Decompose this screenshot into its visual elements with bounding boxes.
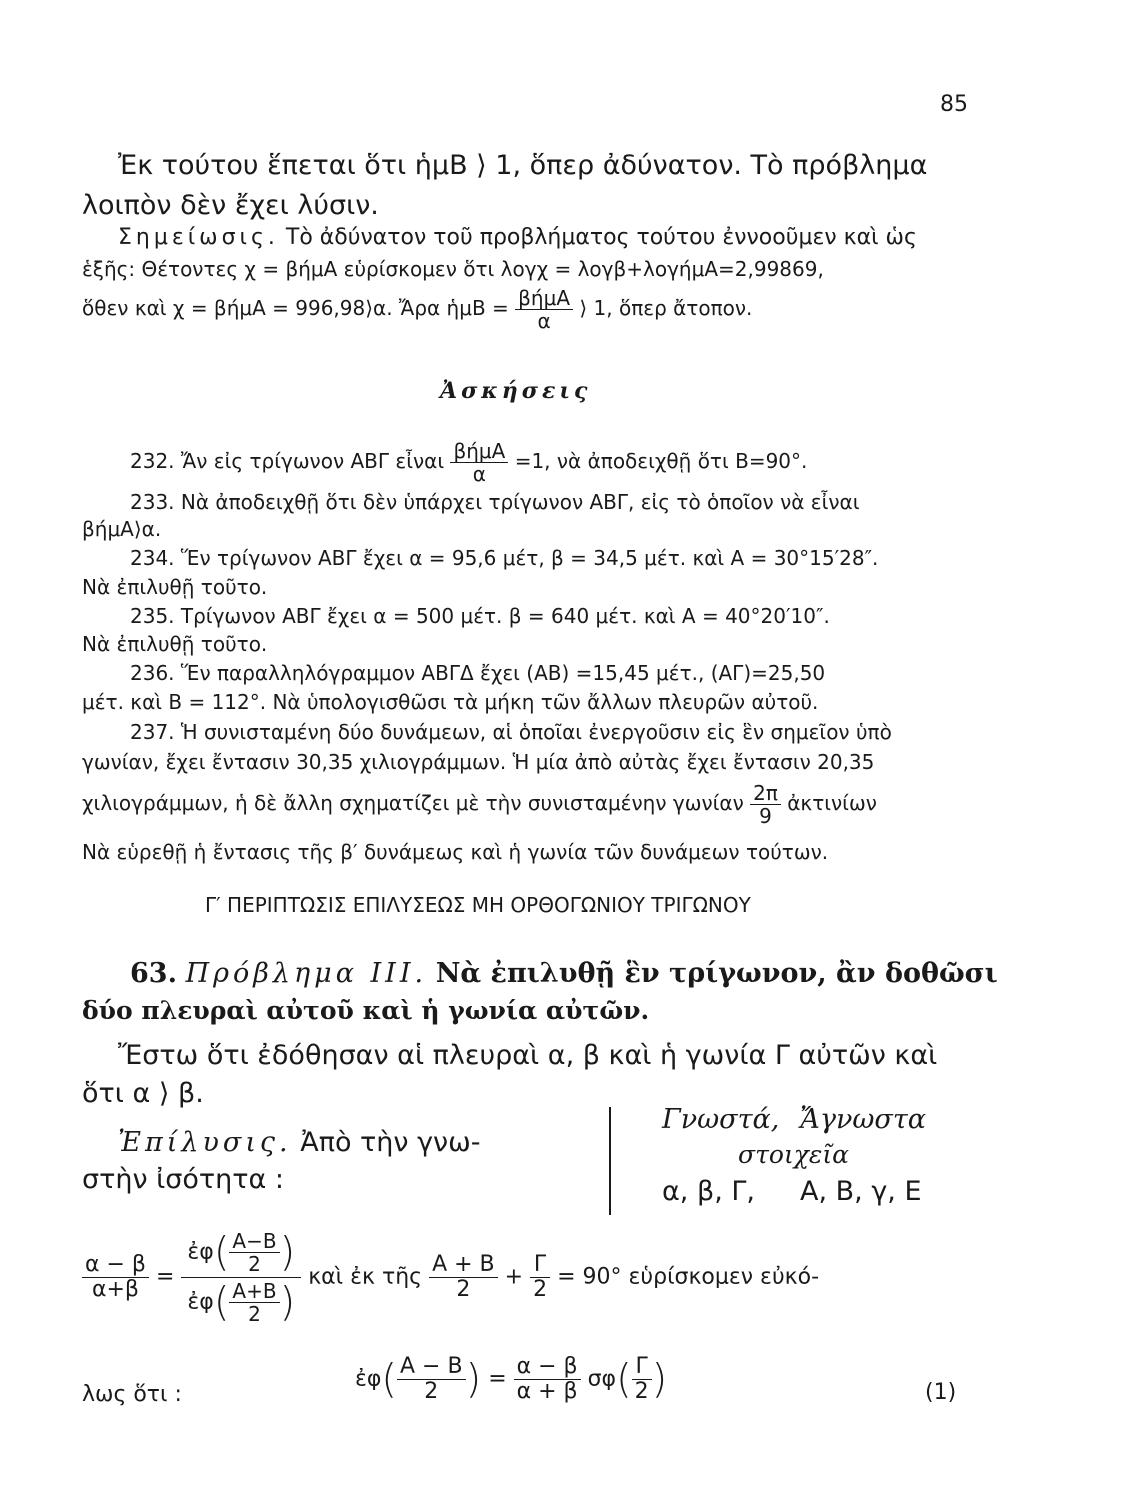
eq1-gamma-fraction: [530, 1253, 550, 1302]
eq1-sum-den: 2: [456, 1277, 471, 1302]
eq1-main-num: [181, 1228, 301, 1278]
exercise-237-line-4: Νὰ εὑρεθῇ ἡ ἔντασις τῆς β′ δυνάμεως καὶ ἡ γωνία τῶν δυνάμεων τούτων.: [82, 840, 829, 864]
exercise-234-line-2: Νὰ ἐπιλυθῇ τοῦτο.: [82, 575, 268, 599]
eq1-top-inner-num: Α−Β: [229, 1230, 279, 1253]
exercise-232: [130, 440, 807, 485]
note-fraction-num: βήμΑ: [515, 287, 573, 310]
problem-title-1: Νὰ ἐπιλυθῇ ἓν τρίγωνον, ἂν δοθῶσι: [435, 958, 998, 989]
eq2-b-num: α − β: [514, 1355, 581, 1380]
intro-line-1: Ἐκ τούτου ἕπεται ὅτι ἡμΒ ⟩ 1, ὅπερ ἀδύνατον. Τὸ πρόβλημα: [118, 150, 928, 181]
eq1-middle-text: καὶ ἐκ τῆς: [308, 1264, 423, 1290]
eq1-top-inner-fraction: [229, 1230, 279, 1275]
exercise-237-line-3-b: ἀκτινίων: [787, 791, 877, 815]
eq1-top-inner-den: 2: [248, 1252, 261, 1276]
solution-label: Ἐπίλυσις.: [118, 1127, 292, 1158]
eq1-main-fraction: [181, 1228, 301, 1327]
note-fraction-den: α: [537, 309, 551, 333]
eq2-lparen-1: (: [381, 1356, 398, 1403]
eq1-sum-fraction: [429, 1253, 498, 1302]
equation-1: [82, 1228, 819, 1327]
note-line-3-b: ⟩ 1, ὅπερ ἄτοπον.: [579, 296, 753, 320]
section-heading: Γ′ ΠΕΡΙΠΤΩΣΙΣ ΕΠΙΛΥΣΕΩΣ ΜΗ ΟΡΘΟΓΩΝΙΟΥ ΤΡΙΓΩΝΟΥ: [205, 893, 751, 917]
eq1-bot-inner-num: Α+Β: [229, 1280, 279, 1303]
eq2-sf: σφ: [587, 1366, 617, 1392]
problem-number: 63.: [130, 958, 177, 989]
table-unknown-header: Ἄγνωστα: [800, 1104, 926, 1135]
exercise-232-den: α: [472, 462, 486, 486]
exercise-237-line-3-a: χιλιογράμμων, ἡ δὲ ἄλλη σχηματίζει μὲ τὴν συνισταμένην γωνίαν: [82, 791, 744, 815]
note-line-2: ἑξῆς: Θέτοντες χ = βήμΑ εὑρίσκομεν ὅτι λογχ = λογβ+λογήμΑ=2,99869,: [82, 257, 824, 281]
eq1-gamma-num: Γ: [530, 1253, 550, 1278]
exercise-233-line-2: βήμΑ⟩α.: [82, 517, 162, 541]
eq1-plus: +: [504, 1264, 524, 1290]
eq2-c-den: 2: [634, 1379, 649, 1405]
problem-title-line-1: [130, 958, 998, 989]
eq1-top-lparen: (: [213, 1229, 230, 1276]
eq2-rparen-1: ): [465, 1356, 482, 1403]
eq1-lhs-num: α − β: [82, 1253, 149, 1278]
exercise-237-num: 2π: [750, 782, 781, 805]
equation-2-lead: λως ὅτι :: [82, 1382, 182, 1407]
note-line-1: [118, 225, 917, 250]
note-line-3: [82, 287, 752, 332]
note-line-1-text: Τὸ ἀδύνατον τοῦ προβλήματος τούτου ἐννοοῦμεν καὶ ὡς: [285, 225, 917, 250]
eq1-lhs-fraction: [82, 1253, 149, 1302]
eq1-top-rparen: ): [279, 1229, 296, 1276]
exercise-234-line-1: 234. Ἕν τρίγωνον ΑΒΓ ἔχει α = 95,6 μέτ, β = 34,5 μέτ. καὶ Α = 30°15′28″.: [130, 546, 879, 570]
eq1-lhs-den: α+β: [91, 1277, 139, 1302]
exercise-237-line-2: γωνίαν, ἔχει ἔντασιν 30,35 χιλιογράμμων. Ἡ μία ἀπὸ αὐτὰς ἔχει ἔντασιν 20,35: [82, 750, 875, 774]
equation-2-tag: (1): [925, 1380, 957, 1405]
note-label: Σημείωσις.: [118, 225, 279, 250]
eq1-sum-num: Α + Β: [429, 1253, 498, 1278]
table-divider: [609, 1107, 611, 1215]
eq1-ef-bottom: ἐφ: [187, 1289, 214, 1315]
exercise-237-line-1: 237. Ἡ συνισταμένη δύο δυνάμεων, αἱ ὁποῖαι ἐνεργοῦσιν εἰς ἓν σημεῖον ὑπὸ: [130, 720, 892, 744]
eq1-bot-inner-den: 2: [248, 1302, 261, 1326]
exercise-232-a: 232. Ἄν εἰς τρίγωνον ΑΒΓ εἶναι: [130, 449, 445, 473]
eq2-rparen-2: ): [651, 1356, 668, 1403]
note-line-3-a: ὅθεν καὶ χ = βήμΑ = 996,98⟩α. Ἄρα ἡμΒ =: [82, 296, 509, 320]
exercise-235-line-1: 235. Τρίγωνον ΑΒΓ ἔχει α = 500 μέτ. β = 640 μέτ. καὶ Α = 40°20′10″.: [130, 604, 830, 628]
problem-given-2: ὅτι α ⟩ β.: [82, 1078, 204, 1109]
eq1-bot-inner-fraction: [229, 1280, 279, 1325]
eq1-equals: =: [155, 1264, 175, 1290]
exercises-heading: Ἀσκήσεις: [440, 378, 592, 404]
eq2-a-num: Α − Β: [397, 1355, 466, 1380]
eq2-equals: =: [488, 1366, 507, 1392]
problem-label: Πρόβλημα ΙΙΙ.: [185, 958, 428, 989]
intro-line-2: λοιπὸν δὲν ἔχει λύσιν.: [82, 190, 379, 221]
exercise-232-b: =1, νὰ ἀποδειχθῇ ὅτι Β=90°.: [514, 449, 808, 473]
exercise-235-line-2: Νὰ ἐπιλυθῇ τοῦτο.: [82, 632, 268, 656]
eq1-gamma-den: 2: [533, 1277, 548, 1302]
eq2-ef: ἐφ: [355, 1366, 382, 1392]
eq2-a-fraction: [397, 1355, 466, 1404]
eq1-rhs: = 90° εὑρίσκομεν εὐκό-: [557, 1264, 820, 1290]
eq2-c-fraction: [632, 1355, 652, 1404]
exercise-237-den: 9: [759, 804, 772, 828]
eq1-bot-lparen: (: [213, 1279, 230, 1326]
note-fraction: [515, 287, 573, 332]
problem-title-line-2: δύο πλευραὶ αὐτοῦ καὶ ἡ γωνία αὐτῶν.: [82, 996, 650, 1025]
eq1-ef-top: ἐφ: [187, 1239, 214, 1265]
exercise-237-line-3: [82, 782, 877, 827]
eq2-a-den: 2: [424, 1379, 439, 1405]
eq2-b-fraction: [514, 1355, 581, 1404]
solution-line-2: στὴν ἰσότητα :: [82, 1164, 285, 1195]
eq2-lparen-2: (: [616, 1356, 632, 1403]
exercise-232-fraction: [450, 440, 508, 485]
equation-2: [355, 1355, 667, 1404]
exercise-237-fraction: [750, 782, 781, 827]
exercise-236-line-2: μέτ. καὶ Β = 112°. Νὰ ὑπολογισθῶσι τὰ μήκη τῶν ἄλλων πλευρῶν αὐτοῦ.: [82, 690, 819, 714]
page-number: 85: [940, 92, 968, 117]
table-elements-header: στοιχεῖα: [738, 1140, 849, 1169]
table-unknown-values: Α, Β, γ, Ε: [800, 1176, 922, 1207]
exercise-232-num: βήμΑ: [450, 440, 508, 463]
eq2-b-den: α + β: [516, 1379, 578, 1405]
eq2-c-num: Γ: [632, 1355, 652, 1380]
solution-line-1: [118, 1127, 481, 1158]
exercise-233-line-1: 233. Νὰ ἀποδειχθῇ ὅτι δὲν ὑπάρχει τρίγωνον ΑΒΓ, εἰς τὸ ὁποῖον νὰ εἶναι: [130, 490, 860, 514]
eq1-bot-rparen: ): [279, 1279, 296, 1326]
problem-given-1: Ἔστω ὅτι ἐδόθησαν αἱ πλευραὶ α, β καὶ ἡ γωνία Γ αὐτῶν καὶ: [118, 1040, 938, 1071]
table-known-header: Γνωστά,: [662, 1104, 780, 1135]
table-known-values: α, β, Γ,: [662, 1176, 755, 1207]
solution-line-1-text: Ἀπὸ τὴν γνω-: [300, 1127, 481, 1158]
eq1-main-den: [181, 1278, 301, 1327]
exercise-236-line-1: 236. Ἕν παραλληλόγραμμον ΑΒΓΔ ἔχει (ΑΒ) =15,45 μέτ., (ΑΓ)=25,50: [130, 661, 826, 685]
